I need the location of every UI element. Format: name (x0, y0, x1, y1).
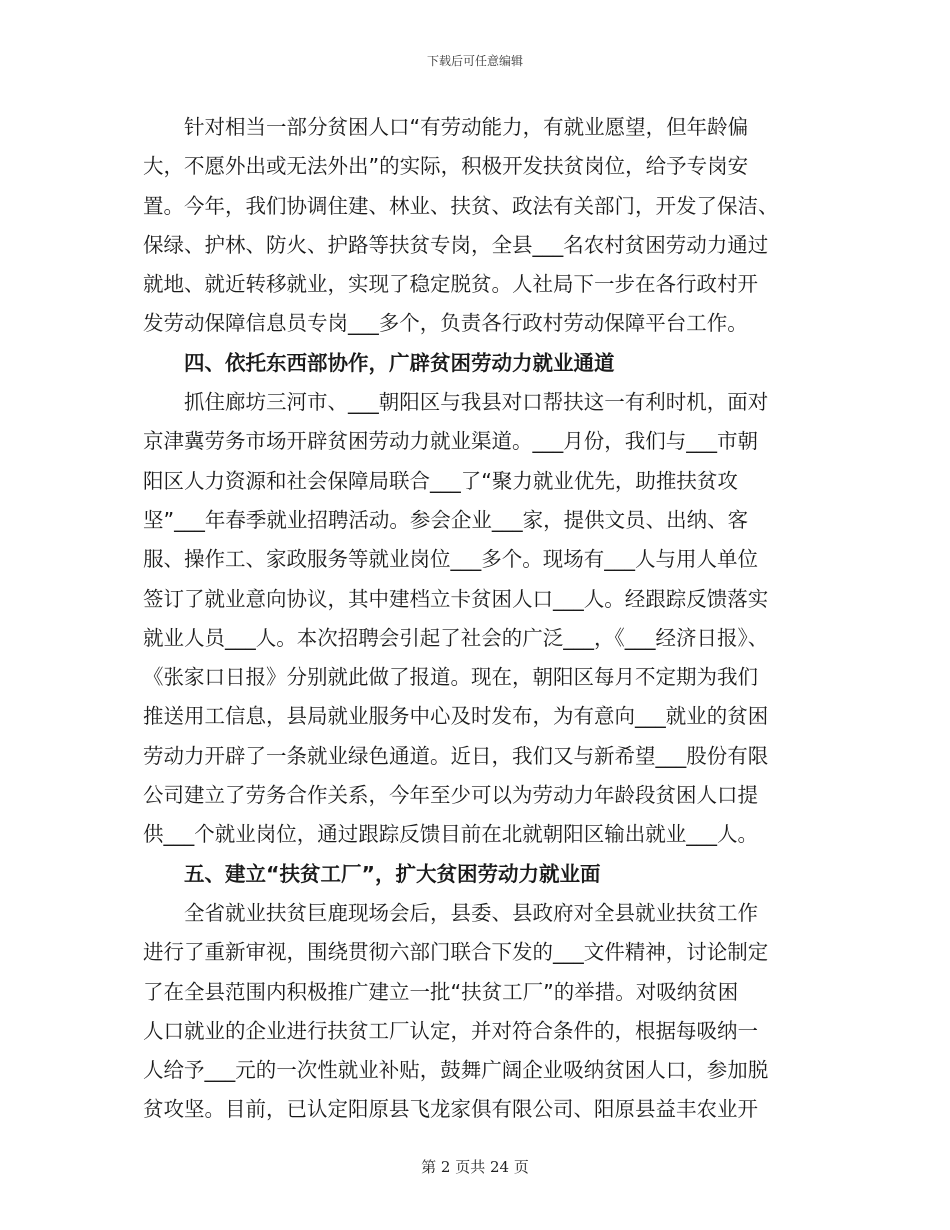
text-line: 坚”___年春季就业招聘活动。参会企业___家，提供文员、出纳、客 (143, 507, 749, 532)
text-line: 就地、就近转移就业，实现了稳定脱贫。人社局下一步在各行政村开 (143, 272, 758, 297)
text-line: 《张家口日报》分别就此做了报道。现在，朝阳区每月不定期为我们 (143, 665, 758, 690)
text-line: 发劳动保障信息员专岗___多个，负责各行政村劳动保障平台工作。 (143, 311, 748, 336)
text-line: 京津冀劳务市场开辟贫困劳动力就业渠道。___月份，我们与___市朝 (143, 429, 758, 454)
text-line: 贫攻坚。目前，已认定阳原县飞龙家俱有限公司、阳原县益丰农业开 (143, 1097, 758, 1122)
text-line: 抓住廊坊三河市、___朝阳区与我县对口帮扶这一有利时机，面对 (143, 390, 769, 415)
text-line: 进行了重新审视，围绕贯彻六部门联合下发的___文件精神，讨论制定 (143, 940, 769, 965)
text-line: 大，不愿外出或无法外出”的实际，积极开发扶贫岗位，给予专岗安 (143, 154, 749, 179)
text-line: 置。今年，我们协调住建、林业、扶贫、政法有关部门，开发了保洁、 (143, 193, 779, 218)
text-line: 推送用工信息，县局就业服务中心及时发布，为有意向___就业的贫困 (143, 704, 769, 729)
section-heading: 五、建立“扶贫工厂”，扩大贫困劳动力就业面 (143, 861, 601, 886)
section-heading: 四、依托东西部协作，广辟贫困劳动力就业通道 (143, 350, 615, 375)
text-line: 人给予___元的一次性就业补贴，鼓舞广阔企业吸纳贫困人口，参加脱 (143, 1058, 769, 1083)
document-body (143, 108, 811, 1130)
text-line: 供___个就业岗位，通过跟踪反馈目前在北就朝阳区输出就业___人。 (143, 822, 758, 847)
text-line: 签订了就业意向协议，其中建档立卡贫困人口___人。经跟踪反馈落实 (143, 586, 769, 611)
text-line: 劳动力开辟了一条就业绿色通道。近日，我们又与新希望___股份有限 (143, 743, 769, 768)
text-line: 保绿、护林、防火、护路等扶贫专岗，全县___名农村贫困劳动力通过 (143, 232, 769, 257)
page-footer: 第 2 页共 24 页 (421, 1158, 529, 1176)
text-line: 了在全县范围内积极推广建立一批“扶贫工厂”的举措。对吸纳贫困 (143, 979, 739, 1004)
text-line: 阳区人力资源和社会保障局联合___了“聚力就业优先，助推扶贫攻 (143, 468, 738, 493)
text-line: 公司建立了劳务合作关系，今年至少可以为劳动力年龄段贫困人口提 (143, 783, 758, 808)
page-header: 下载后可任意编辑 (426, 54, 523, 68)
text-line: 就业人员___人。本次招聘会引起了社会的广泛___，《___经济日报》、 (143, 625, 769, 650)
text-line: 针对相当一部分贫困人口“有劳动能力，有就业愿望，但年龄偏 (143, 115, 749, 139)
text-line: 全省就业扶贫巨鹿现场会后，县委、县政府对全县就业扶贫工作 (143, 900, 758, 925)
text-line: 服、操作工、家政服务等就业岗位___多个。现场有___人与用人单位 (143, 547, 758, 572)
text-line: 人口就业的企业进行扶贫工厂认定，并对符合条件的，根据每吸纳一 (143, 1018, 758, 1043)
